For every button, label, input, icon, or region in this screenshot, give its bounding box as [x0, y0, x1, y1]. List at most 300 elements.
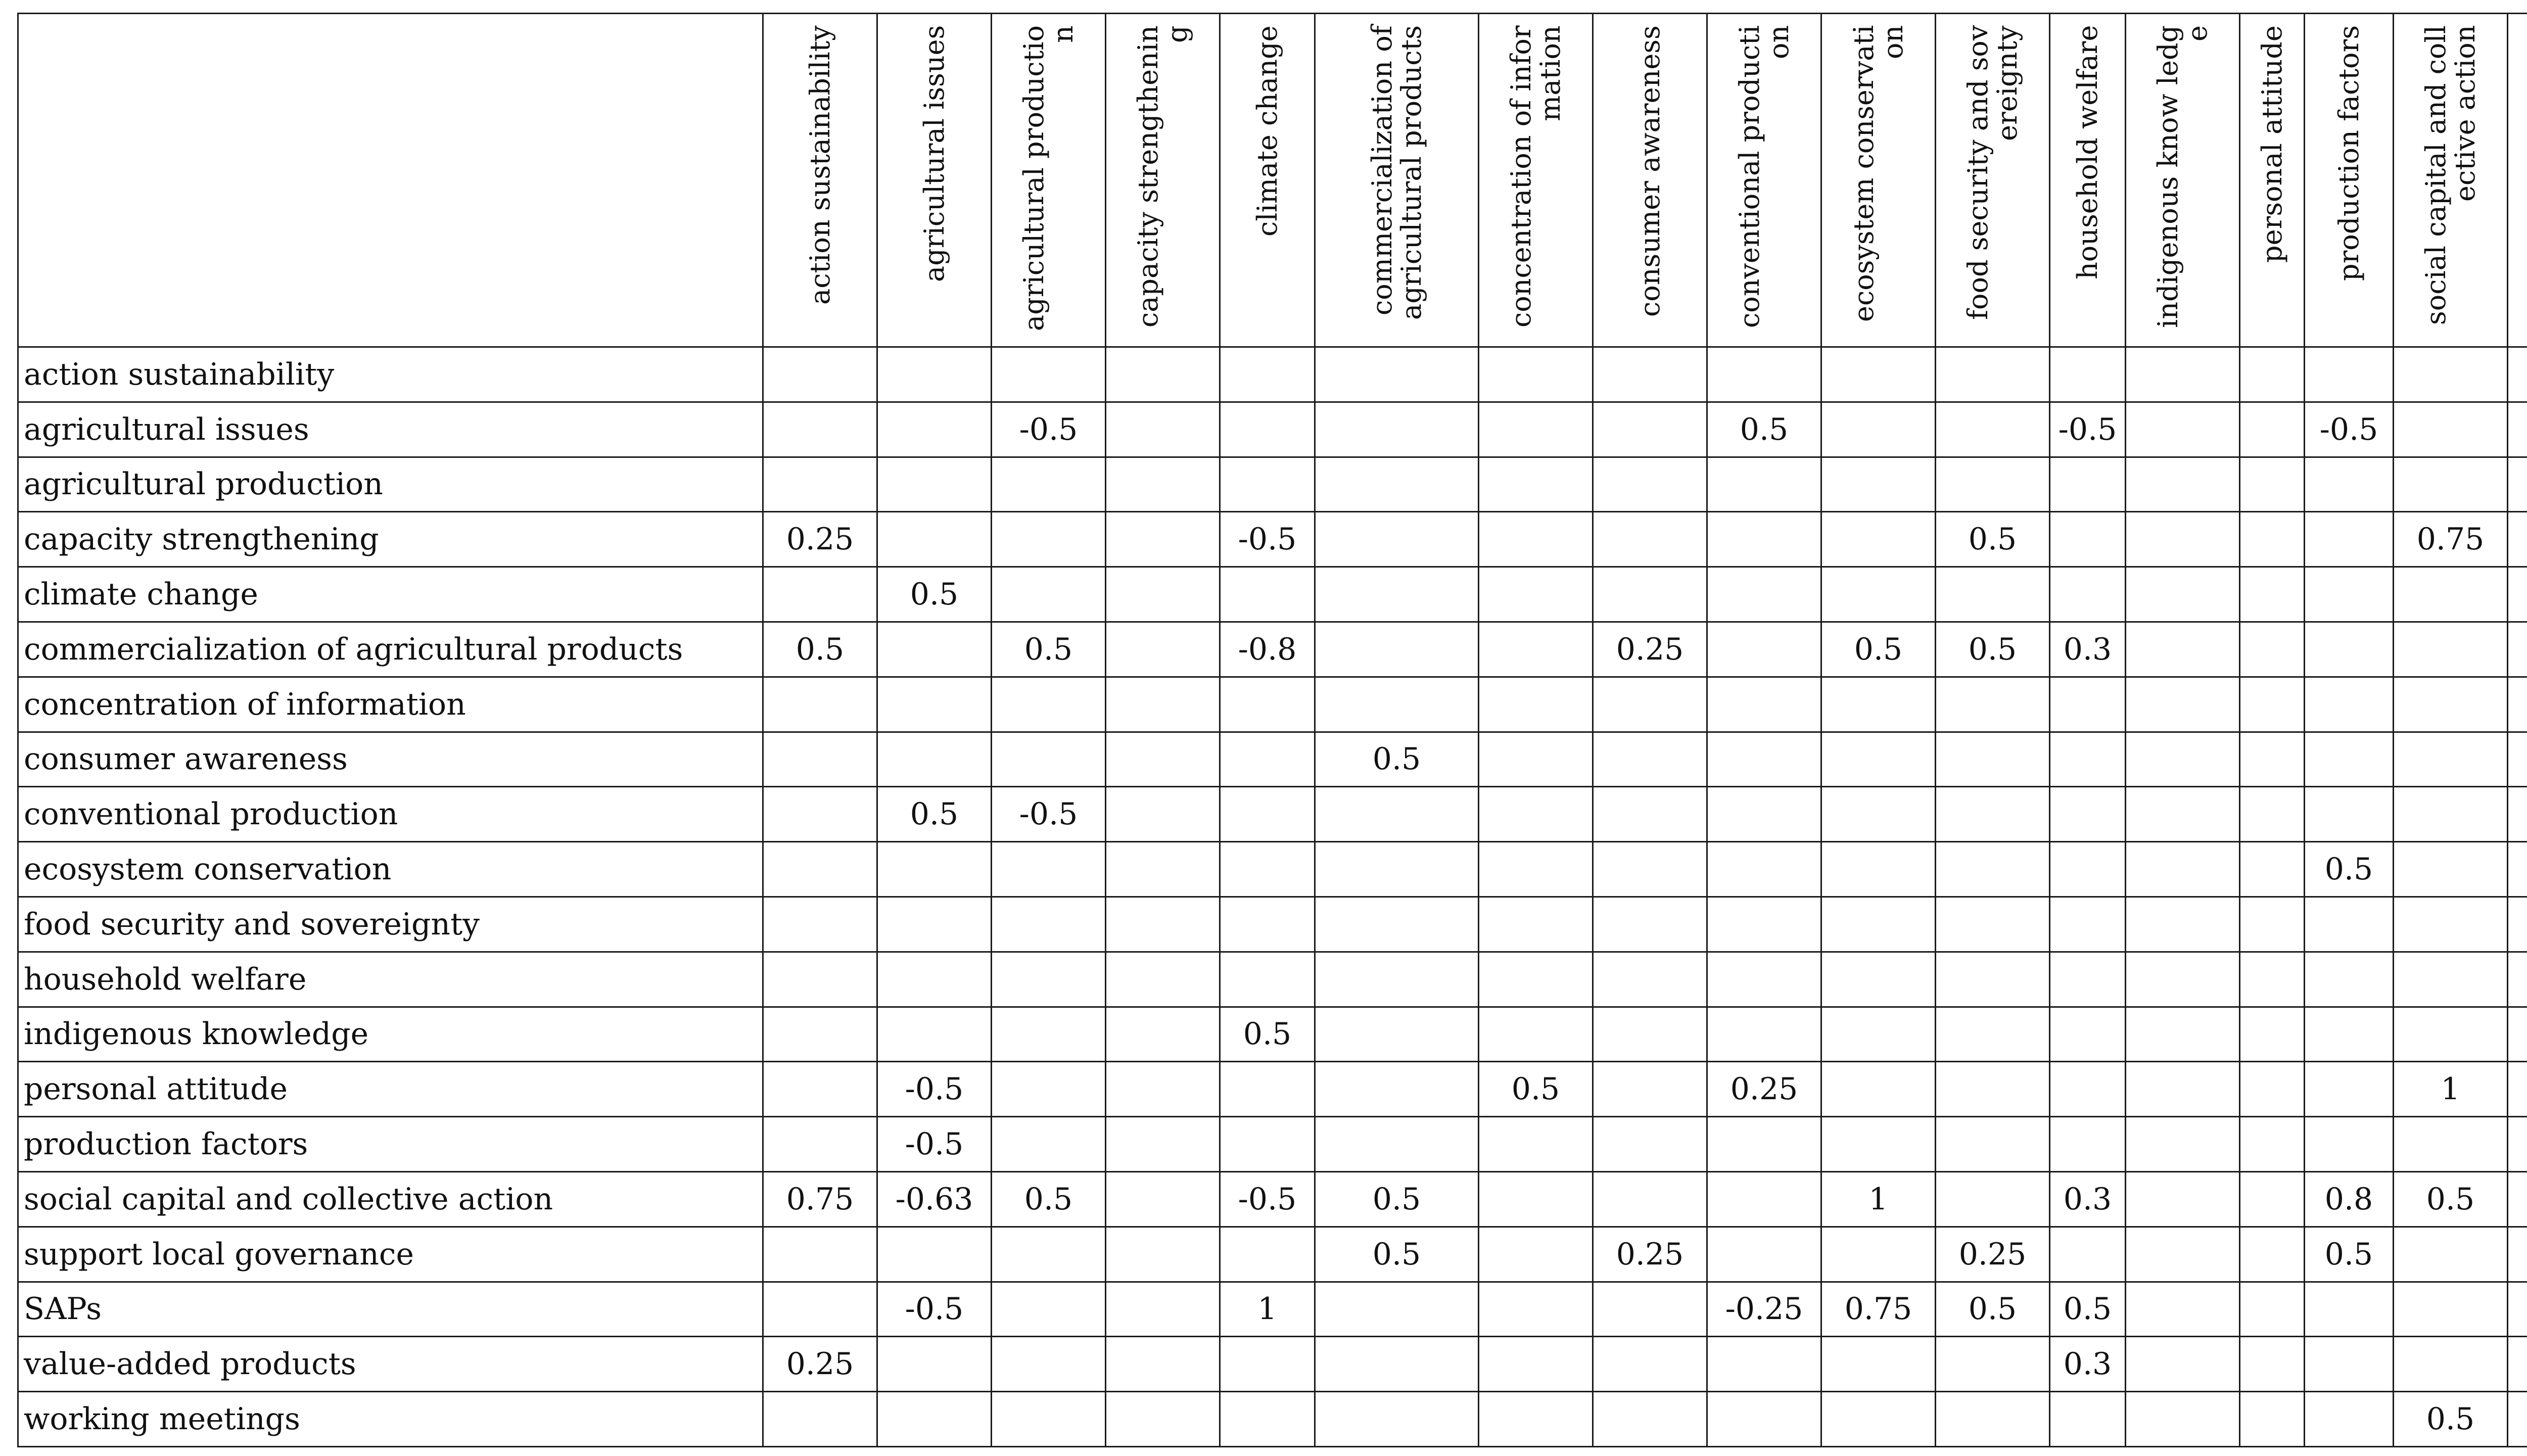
matrix-cell	[1479, 787, 1593, 842]
matrix-cell: 0.25	[1593, 622, 1707, 677]
matrix-cell	[1220, 1337, 1315, 1392]
matrix-cell	[1821, 897, 1936, 952]
matrix-cell	[1106, 1117, 1220, 1172]
matrix-cell	[1315, 952, 1479, 1007]
matrix-cell	[1707, 347, 1821, 402]
table-row	[18, 1337, 2527, 1392]
matrix-cell	[2050, 1392, 2126, 1447]
row-label: indigenous knowledge	[18, 1007, 763, 1062]
matrix-cell: 0.3	[2050, 1171, 2126, 1227]
matrix-cell	[2050, 897, 2126, 952]
matrix-cell	[1106, 897, 1220, 952]
column-header-8	[1707, 14, 1821, 347]
matrix-cell	[1479, 402, 1593, 457]
matrix-cell	[1821, 1117, 1936, 1172]
matrix-cell: 0.25	[763, 512, 877, 567]
matrix-cell	[2126, 1337, 2240, 1392]
matrix-cell	[1220, 677, 1315, 732]
matrix-cell	[1479, 1007, 1593, 1062]
matrix-cell	[2394, 1282, 2508, 1337]
matrix-cell	[992, 1337, 1106, 1392]
matrix-cell	[877, 732, 992, 787]
matrix-cell	[2508, 897, 2527, 952]
matrix-cell	[1479, 1392, 1593, 1447]
matrix-cell	[2126, 402, 2240, 457]
matrix-cell	[763, 347, 877, 402]
matrix-cell	[992, 1007, 1106, 1062]
row-label: support local governance	[18, 1227, 763, 1282]
matrix-cell	[1106, 457, 1220, 512]
matrix-cell	[1315, 842, 1479, 897]
matrix-cell	[2240, 1227, 2305, 1282]
matrix-cell: 0.5	[1315, 732, 1479, 787]
matrix-cell	[2050, 787, 2126, 842]
matrix-cell	[1479, 1227, 1593, 1282]
matrix-cell	[2394, 842, 2508, 897]
matrix-cell	[2050, 952, 2126, 1007]
matrix-cell	[1315, 677, 1479, 732]
matrix-cell	[2508, 952, 2527, 1007]
matrix-cell	[1821, 732, 1936, 787]
matrix-cell	[2305, 1062, 2394, 1117]
matrix-cell	[1106, 732, 1220, 787]
matrix-cell	[1479, 897, 1593, 952]
matrix-cell: 0.5	[992, 622, 1106, 677]
matrix-cell	[877, 1337, 992, 1392]
table-row	[18, 897, 2527, 952]
matrix-cell	[1593, 567, 1707, 622]
matrix-cell	[2126, 457, 2240, 512]
matrix-cell	[2508, 1392, 2527, 1447]
matrix-cell	[1707, 1007, 1821, 1062]
column-header-13	[2240, 14, 2305, 347]
matrix-cell	[1220, 1227, 1315, 1282]
matrix-cell	[1479, 842, 1593, 897]
matrix-cell	[2240, 1117, 2305, 1172]
matrix-cell	[2050, 512, 2126, 567]
matrix-cell	[1106, 1282, 1220, 1337]
matrix-cell	[992, 457, 1106, 512]
matrix-cell	[1315, 897, 1479, 952]
matrix-cell	[2394, 457, 2508, 512]
matrix-cell	[1707, 567, 1821, 622]
matrix-cell	[2126, 732, 2240, 787]
matrix-cell	[1821, 1227, 1936, 1282]
matrix-cell	[2050, 842, 2126, 897]
matrix-cell	[2240, 897, 2305, 952]
matrix-cell	[2126, 1062, 2240, 1117]
table-row	[18, 402, 2527, 457]
matrix-cell	[2508, 402, 2527, 457]
table-row	[18, 1062, 2527, 1117]
matrix-cell	[2240, 1171, 2305, 1227]
column-header-label: production factors	[2332, 25, 2365, 281]
matrix-cell	[1936, 1062, 2050, 1117]
matrix-cell	[1593, 1392, 1707, 1447]
matrix-cell: -0.63	[877, 1171, 992, 1227]
matrix-cell	[2508, 622, 2527, 677]
matrix-cell	[992, 842, 1106, 897]
matrix-cell: -0.5	[877, 1282, 992, 1337]
matrix-cell	[877, 512, 992, 567]
matrix-cell	[1821, 842, 1936, 897]
column-header-label: agricultural issues	[918, 25, 950, 283]
matrix-cell	[2394, 1227, 2508, 1282]
matrix-cell	[763, 567, 877, 622]
matrix-cell	[877, 402, 992, 457]
matrix-cell	[1315, 457, 1479, 512]
column-header-11	[2050, 14, 2126, 347]
matrix-cell	[1593, 1117, 1707, 1172]
matrix-cell	[2240, 457, 2305, 512]
column-header-2	[992, 14, 1106, 347]
matrix-cell	[1936, 1171, 2050, 1227]
matrix-cell	[1936, 952, 2050, 1007]
matrix-cell	[2240, 567, 2305, 622]
matrix-cell	[1593, 897, 1707, 952]
matrix-cell: 0.5	[1707, 402, 1821, 457]
column-header-16	[2508, 14, 2527, 347]
matrix-cell	[2305, 512, 2394, 567]
matrix-cell	[1315, 1337, 1479, 1392]
matrix-cell	[1593, 1062, 1707, 1117]
matrix-cell: 0.5	[992, 1171, 1106, 1227]
matrix-cell	[2050, 347, 2126, 402]
matrix-cell	[2050, 1117, 2126, 1172]
matrix-cell	[1106, 952, 1220, 1007]
matrix-cell	[1106, 347, 1220, 402]
table-row	[18, 622, 2527, 677]
matrix-cell	[2508, 457, 2527, 512]
matrix-cell	[1220, 402, 1315, 457]
matrix-cell	[1821, 402, 1936, 457]
matrix-cell	[2240, 787, 2305, 842]
matrix-cell	[1106, 512, 1220, 567]
matrix-cell	[763, 1007, 877, 1062]
matrix-cell	[2240, 1337, 2305, 1392]
matrix-cell	[1707, 622, 1821, 677]
column-header-label: personal attitude	[2256, 25, 2288, 263]
table-row	[18, 787, 2527, 842]
matrix-cell	[1479, 1171, 1593, 1227]
matrix-cell	[992, 952, 1106, 1007]
matrix-cell	[2508, 347, 2527, 402]
matrix-cell: 0.5	[2305, 842, 2394, 897]
matrix-cell: -0.5	[2050, 402, 2126, 457]
matrix-cell: 0.5	[1936, 622, 2050, 677]
row-label: social capital and collective action	[18, 1171, 763, 1227]
matrix-cell	[2394, 952, 2508, 1007]
row-label: concentration of information	[18, 677, 763, 732]
matrix-cell	[1315, 402, 1479, 457]
matrix-cell	[992, 1392, 1106, 1447]
row-label: climate change	[18, 567, 763, 622]
matrix-cell	[1707, 897, 1821, 952]
matrix-cell	[2050, 567, 2126, 622]
matrix-cell	[2126, 347, 2240, 402]
matrix-cell	[1220, 567, 1315, 622]
matrix-cell: -0.8	[1220, 622, 1315, 677]
matrix-cell	[1593, 1007, 1707, 1062]
header-corner-cell	[18, 14, 763, 347]
matrix-cell	[2508, 1171, 2527, 1227]
matrix-cell	[2240, 1062, 2305, 1117]
matrix-cell	[2240, 677, 2305, 732]
matrix-cell	[1821, 567, 1936, 622]
row-label: production factors	[18, 1117, 763, 1172]
matrix-cell: 0.8	[2305, 1171, 2394, 1227]
matrix-cell: 0.5	[1936, 1282, 2050, 1337]
matrix-cell	[1220, 952, 1315, 1007]
matrix-cell	[2508, 567, 2527, 622]
matrix-cell	[877, 1227, 992, 1282]
table-row	[18, 1007, 2527, 1062]
matrix-cell	[1479, 347, 1593, 402]
matrix-cell	[1315, 1392, 1479, 1447]
matrix-cell	[1936, 842, 2050, 897]
matrix-cell	[763, 677, 877, 732]
matrix-cell	[992, 1117, 1106, 1172]
matrix-cell	[992, 897, 1106, 952]
matrix-cell	[2508, 787, 2527, 842]
matrix-cell	[1106, 567, 1220, 622]
matrix-cell	[2240, 347, 2305, 402]
matrix-cell	[1220, 347, 1315, 402]
matrix-cell	[2305, 1282, 2394, 1337]
matrix-cell	[2394, 732, 2508, 787]
matrix-cell	[1936, 732, 2050, 787]
matrix-cell	[763, 897, 877, 952]
matrix-cell	[1821, 1007, 1936, 1062]
matrix-cell: 0.25	[1707, 1062, 1821, 1117]
matrix-cell	[1593, 1337, 1707, 1392]
matrix-cell	[1821, 512, 1936, 567]
matrix-cell	[1315, 567, 1479, 622]
matrix-cell	[1707, 1227, 1821, 1282]
matrix-cell	[992, 512, 1106, 567]
matrix-cell	[2394, 347, 2508, 402]
matrix-cell	[763, 1392, 877, 1447]
matrix-cell	[2126, 842, 2240, 897]
matrix-cell	[2126, 787, 2240, 842]
matrix-cell: 0.3	[2050, 622, 2126, 677]
matrix-cell	[2305, 457, 2394, 512]
matrix-cell	[763, 1062, 877, 1117]
matrix-cell	[1106, 1062, 1220, 1117]
matrix-cell	[1479, 457, 1593, 512]
matrix-cell	[1315, 1062, 1479, 1117]
matrix-cell	[1936, 1117, 2050, 1172]
matrix-cell	[2508, 732, 2527, 787]
matrix-cell	[1106, 1337, 1220, 1392]
matrix-cell: -0.5	[2305, 402, 2394, 457]
table-row	[18, 1392, 2527, 1447]
matrix-cell	[1936, 457, 2050, 512]
matrix-cell	[1936, 1337, 2050, 1392]
matrix-cell	[2240, 622, 2305, 677]
matrix-cell	[1315, 1117, 1479, 1172]
matrix-cell	[1821, 787, 1936, 842]
matrix-cell	[1593, 787, 1707, 842]
matrix-cell	[1936, 787, 2050, 842]
matrix-cell	[1315, 787, 1479, 842]
row-label: SAPs	[18, 1282, 763, 1337]
matrix-cell	[2240, 1392, 2305, 1447]
matrix-cell	[763, 1282, 877, 1337]
matrix-cell	[2394, 897, 2508, 952]
matrix-cell	[1936, 402, 2050, 457]
matrix-cell	[1220, 1117, 1315, 1172]
matrix-cell	[1821, 1062, 1936, 1117]
matrix-cell	[1315, 512, 1479, 567]
matrix-cell: -0.5	[1220, 1171, 1315, 1227]
column-header-9	[1821, 14, 1936, 347]
matrix-cell	[1220, 897, 1315, 952]
column-header-14	[2305, 14, 2394, 347]
matrix-cell	[1220, 1062, 1315, 1117]
row-label: ecosystem conservation	[18, 842, 763, 897]
matrix-cell	[2126, 567, 2240, 622]
matrix-cell	[1479, 732, 1593, 787]
column-header-label: household welfare	[2071, 25, 2103, 280]
matrix-cell	[1220, 787, 1315, 842]
matrix-cell	[1593, 1171, 1707, 1227]
matrix-cell	[1479, 677, 1593, 732]
column-header-6	[1479, 14, 1593, 347]
table-row	[18, 677, 2527, 732]
matrix-cell	[1593, 402, 1707, 457]
matrix-cell: -0.5	[992, 787, 1106, 842]
table-row	[18, 1227, 2527, 1282]
matrix-cell	[1315, 347, 1479, 402]
column-header-label: capacity strengthening	[1132, 25, 1193, 327]
matrix-cell	[2508, 1007, 2527, 1062]
matrix-cell	[2240, 512, 2305, 567]
matrix-cell	[1593, 677, 1707, 732]
matrix-cell	[2305, 897, 2394, 952]
matrix-cell: 0.5	[2305, 1227, 2394, 1282]
matrix-cell	[1707, 842, 1821, 897]
matrix-cell	[2305, 1117, 2394, 1172]
row-label: food security and sovereignty	[18, 897, 763, 952]
matrix-cell	[2508, 1062, 2527, 1117]
row-label: agricultural production	[18, 457, 763, 512]
row-label: capacity strengthening	[18, 512, 763, 567]
matrix-cell: 0.75	[2394, 512, 2508, 567]
column-header-label: social capital and collective action	[2419, 25, 2481, 325]
column-header-1	[877, 14, 992, 347]
matrix-cell	[2508, 677, 2527, 732]
column-header-label: action sustainability	[804, 25, 836, 305]
matrix-cell	[2126, 1007, 2240, 1062]
matrix-cell	[877, 457, 992, 512]
matrix-cell	[1936, 897, 2050, 952]
matrix-cell: 1	[1220, 1282, 1315, 1337]
row-label: consumer awareness	[18, 732, 763, 787]
matrix-cell	[1106, 1392, 1220, 1447]
matrix-cell	[1593, 1282, 1707, 1337]
matrix-cell	[877, 952, 992, 1007]
matrix-cell	[992, 1282, 1106, 1337]
matrix-cell	[2508, 842, 2527, 897]
matrix-cell: 0.5	[877, 787, 992, 842]
column-header-label: climate change	[1251, 25, 1283, 237]
matrix-cell	[1707, 1392, 1821, 1447]
matrix-cell: -0.5	[877, 1117, 992, 1172]
matrix-cell	[1707, 952, 1821, 1007]
matrix-cell	[877, 1392, 992, 1447]
matrix-cell	[1479, 1117, 1593, 1172]
matrix-cell	[2126, 952, 2240, 1007]
matrix-cell	[2050, 1007, 2126, 1062]
matrix-cell	[992, 567, 1106, 622]
matrix-cell	[1707, 1171, 1821, 1227]
matrix-cell	[2240, 842, 2305, 897]
matrix-cell	[2394, 402, 2508, 457]
matrix-cell: 0.5	[1315, 1171, 1479, 1227]
row-label: agricultural issues	[18, 402, 763, 457]
matrix-cell	[2050, 677, 2126, 732]
column-header-5	[1315, 14, 1479, 347]
column-header-label: consumer awareness	[1633, 25, 1666, 317]
matrix-cell	[2050, 1227, 2126, 1282]
matrix-cell	[2050, 1062, 2126, 1117]
matrix-cell	[2126, 677, 2240, 732]
matrix-cell	[1479, 567, 1593, 622]
matrix-cell	[1821, 457, 1936, 512]
matrix-cell: 1	[2394, 1062, 2508, 1117]
matrix-cell	[763, 787, 877, 842]
matrix-cell	[1936, 1007, 2050, 1062]
matrix-cell	[2305, 787, 2394, 842]
matrix-cell: 0.5	[1479, 1062, 1593, 1117]
table-row	[18, 1282, 2527, 1337]
matrix-cell	[1315, 622, 1479, 677]
matrix-cell	[1106, 402, 1220, 457]
column-header-label: conventional production	[1733, 25, 1795, 328]
matrix-cell	[1936, 347, 2050, 402]
matrix-cell	[2240, 402, 2305, 457]
matrix-cell	[2394, 1337, 2508, 1392]
matrix-cell	[2305, 567, 2394, 622]
matrix-cell	[2305, 622, 2394, 677]
row-label: working meetings	[18, 1392, 763, 1447]
row-label: household welfare	[18, 952, 763, 1007]
matrix-cell	[1821, 347, 1936, 402]
matrix-cell	[1220, 732, 1315, 787]
matrix-body	[18, 347, 2527, 1447]
matrix-cell	[1106, 787, 1220, 842]
matrix-cell	[1315, 1007, 1479, 1062]
matrix-cell	[1106, 1007, 1220, 1062]
matrix-cell	[763, 1117, 877, 1172]
table-row	[18, 952, 2527, 1007]
row-label: value-added products	[18, 1337, 763, 1392]
matrix-cell	[1593, 512, 1707, 567]
matrix-cell: -0.5	[1220, 512, 1315, 567]
matrix-cell	[1593, 952, 1707, 1007]
matrix-cell	[877, 622, 992, 677]
matrix-cell	[1593, 732, 1707, 787]
matrix-cell	[2305, 1007, 2394, 1062]
matrix-cell	[1315, 1282, 1479, 1337]
row-label: action sustainability	[18, 347, 763, 402]
column-header-15	[2394, 14, 2508, 347]
column-header-3	[1106, 14, 1220, 347]
matrix-cell	[1936, 567, 2050, 622]
matrix-cell	[2126, 1227, 2240, 1282]
matrix-cell	[2305, 1337, 2394, 1392]
